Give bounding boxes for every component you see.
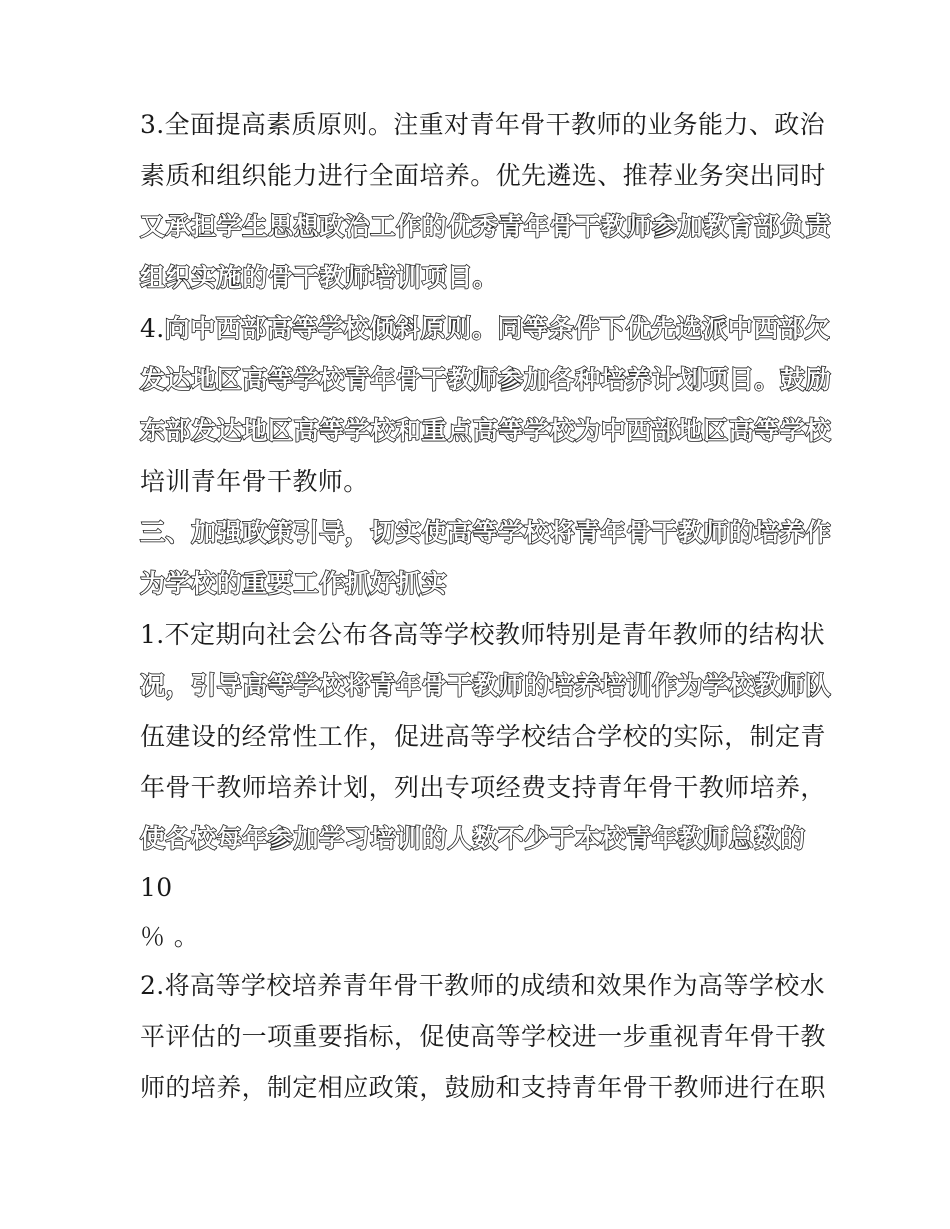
text-line: 伍建设的经常性工作，促进高等学校结合学校的实际，制定青 — [140, 722, 826, 751]
text-line: 3.全面提高素质原则。注重对青年骨干教师的业务能力、政治 — [140, 110, 826, 139]
text-line: 况，引导高等学校将青年骨干教师的培养培训作为学校教师队 — [140, 671, 832, 700]
list-number: 4. — [140, 314, 165, 343]
text-line: 10 — [140, 873, 173, 902]
text-line: 使各校每年参加学习培训的人数不少于本校青年教师总数的 — [140, 824, 806, 853]
section-heading-line: 为学校的重要工作抓好抓实 — [140, 569, 448, 598]
text-line: 2.将高等学校培养青年骨干教师的成绩和效果作为高等学校水 — [140, 971, 826, 1000]
text-line: 素质和组织能力进行全面培养。优先遴选、推荐业务突出同时 — [140, 161, 826, 190]
text-line: 年骨干教师培养计划，列出专项经费支持青年骨干教师培养， — [140, 773, 826, 802]
text-line: 师的培养，制定相应政策，鼓励和支持青年骨干教师进行在职 — [140, 1073, 826, 1102]
text-line — [140, 312, 830, 346]
text-line: 东部发达地区高等学校和重点高等学校为中西部地区高等学校 — [140, 416, 832, 445]
section-heading-line: 三、加强政策引导，切实使高等学校将青年骨干教师的培养作 — [140, 518, 832, 547]
outlined-text: 向中西部高等学校倾斜原则。同等条件下优先选派中西部欠 — [164, 314, 831, 343]
text-line: 发达地区高等学校青年骨干教师参加各种培养计划项目。鼓励 — [140, 365, 832, 394]
text-line: 平评估的一项重要指标，促使高等学校进一步重视青年骨干教 — [140, 1022, 826, 1051]
text-line: 又承担学生思想政治工作的优秀青年骨干教师参加教育部负责 — [140, 212, 832, 241]
text-line: 培训青年骨干教师。 — [140, 467, 369, 496]
text-line: 1.不定期向社会公布各高等学校教师特别是青年教师的结构状 — [140, 620, 826, 649]
text-line: 组织实施的骨干教师培训项目。 — [140, 263, 499, 292]
text-line: ％ 。 — [140, 922, 200, 951]
